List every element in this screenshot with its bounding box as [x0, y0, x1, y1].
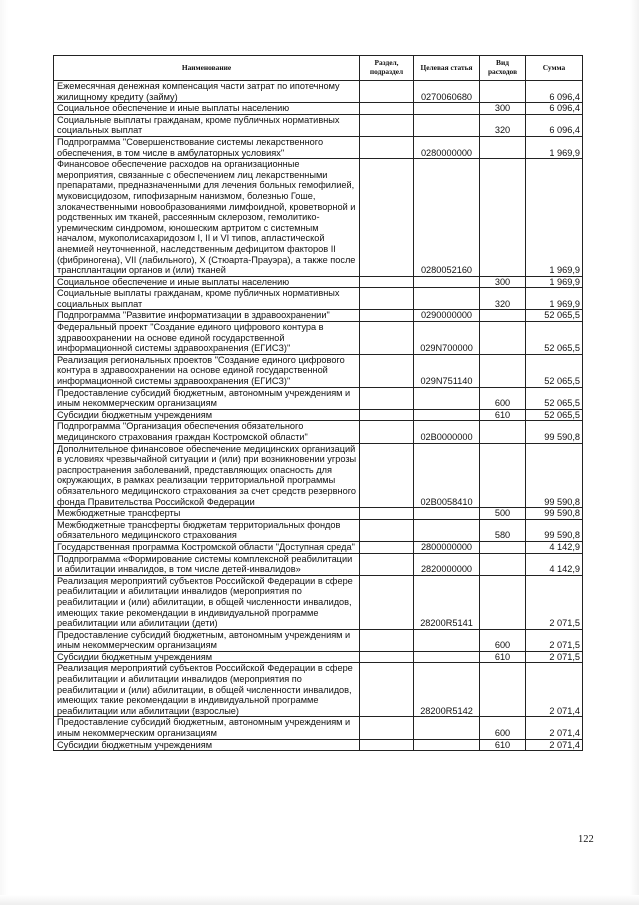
row-section [360, 103, 414, 115]
row-target [414, 114, 480, 136]
table-row [54, 629, 583, 651]
row-name: Предоставление субсидий бюджетным, автономным учреждениям и иным некоммерческим организациям [54, 629, 360, 651]
row-name: Реализация мероприятий субъектов Российской Федерации в сфере реабилитации и абилитации инвалидов (мероприятия по реабилитации и (или) абилитации, в общей численности инвалидов, имеющих такие рекомендации в индивидуальной программе реабилитации или абилитации (дети) [54, 575, 360, 629]
row-section [360, 421, 414, 443]
row-type: 610 [480, 651, 526, 663]
budget-table [53, 55, 583, 751]
row-type: 300 [480, 103, 526, 115]
table-row [54, 310, 583, 322]
row-target: 02В0000000 [414, 421, 480, 443]
row-section [360, 519, 414, 541]
row-sum: 52 065,5 [526, 322, 583, 355]
row-sum: 52 065,5 [526, 310, 583, 322]
row-sum: 1 969,9 [526, 136, 583, 158]
row-target [414, 717, 480, 739]
row-type [480, 310, 526, 322]
row-type: 600 [480, 717, 526, 739]
row-name: Реализация региональных проектов "Создание единого цифрового контура в здравоохранении на основе единой государственной информационной системы здравоохранения (ЕГИСЗ)" [54, 354, 360, 387]
row-name: Межбюджетные трансферты [54, 508, 360, 520]
row-sum: 6 096,4 [526, 103, 583, 115]
row-target [414, 508, 480, 520]
header-name: Наименование [54, 56, 360, 81]
row-target: 029N751140 [414, 354, 480, 387]
row-target: 0280000000 [414, 136, 480, 158]
row-sum: 99 590,8 [526, 443, 583, 508]
row-section [360, 387, 414, 409]
table-row [54, 114, 583, 136]
table-row [54, 739, 583, 751]
row-type [480, 136, 526, 158]
row-sum: 4 142,9 [526, 553, 583, 575]
row-type [480, 553, 526, 575]
table-row [54, 81, 583, 103]
row-name: Предоставление субсидий бюджетным, автономным учреждениям и иным некоммерческим организациям [54, 387, 360, 409]
table-row [54, 421, 583, 443]
table-row [54, 443, 583, 508]
table-row [54, 519, 583, 541]
row-type: 600 [480, 629, 526, 651]
row-name: Субсидии бюджетным учреждениям [54, 409, 360, 421]
row-section [360, 288, 414, 310]
page-number: 122 [578, 834, 594, 845]
table-row [54, 409, 583, 421]
table-row [54, 159, 583, 277]
row-name: Социальное обеспечение и иные выплаты населению [54, 276, 360, 288]
table-row [54, 651, 583, 663]
header-target: Целевая статья [414, 56, 480, 81]
row-target [414, 739, 480, 751]
row-section [360, 443, 414, 508]
row-name: Субсидии бюджетным учреждениям [54, 739, 360, 751]
row-name: Подпрограмма "Организация обеспечения обязательного медицинского страхования граждан Костромской области" [54, 421, 360, 443]
row-target: 0290000000 [414, 310, 480, 322]
row-sum: 1 969,9 [526, 159, 583, 277]
table-header-row [54, 56, 583, 81]
row-target: 2800000000 [414, 541, 480, 553]
table-row [54, 508, 583, 520]
row-sum: 2 071,4 [526, 717, 583, 739]
row-section [360, 322, 414, 355]
row-type [480, 575, 526, 629]
row-target [414, 103, 480, 115]
row-name: Социальные выплаты гражданам, кроме публичных нормативных социальных выплат [54, 288, 360, 310]
header-type: Вид расходов [480, 56, 526, 81]
table-body [54, 81, 583, 751]
scan-edge [0, 895, 639, 905]
row-name: Межбюджетные трансферты бюджетам территориальных фондов обязательного медицинского страхования [54, 519, 360, 541]
row-section [360, 717, 414, 739]
row-sum: 6 096,4 [526, 81, 583, 103]
row-target: 029N700000 [414, 322, 480, 355]
row-section [360, 81, 414, 103]
row-section [360, 663, 414, 717]
row-type [480, 322, 526, 355]
row-section [360, 508, 414, 520]
table-row [54, 553, 583, 575]
row-name: Ежемесячная денежная компенсация части затрат по ипотечному жилищному кредиту (займу) [54, 81, 360, 103]
row-section [360, 136, 414, 158]
row-target: 28200R5142 [414, 663, 480, 717]
row-section [360, 541, 414, 553]
row-target [414, 519, 480, 541]
row-section [360, 159, 414, 277]
row-sum: 2 071,5 [526, 629, 583, 651]
row-type: 320 [480, 288, 526, 310]
table-row [54, 322, 583, 355]
row-section [360, 651, 414, 663]
row-target: 2820000000 [414, 553, 480, 575]
row-target: 28200R5141 [414, 575, 480, 629]
row-sum: 52 065,5 [526, 387, 583, 409]
table-row [54, 354, 583, 387]
row-sum: 2 071,4 [526, 739, 583, 751]
row-sum: 6 096,4 [526, 114, 583, 136]
row-type: 610 [480, 409, 526, 421]
row-name: Финансовое обеспечение расходов на организационные мероприятия, связанные с обеспечением лиц лекарственными препаратами, предназначенными для лечения больных гемофилией, муковисцидозом, гипофизарным нанизмом, болезнью Гоше, злокачественными новообразованиями лимфоидной, кроветворной и родственных им тканей, рассеянным склерозом, гемолитико-уремическим синдромом, юношеским артритом с системным началом, мукополисахаридозом I, II и VI типов, апластической анемией неуточненной, наследственным дефицитом факторов II (фибриногена), VII (лабильного), X (Стюарта-Прауэра), а также после трансплантации органов и (или) тканей [54, 159, 360, 277]
row-section [360, 114, 414, 136]
table-row [54, 276, 583, 288]
row-name: Социальное обеспечение и иные выплаты населению [54, 103, 360, 115]
row-section [360, 629, 414, 651]
row-type: 320 [480, 114, 526, 136]
row-section [360, 354, 414, 387]
row-type [480, 541, 526, 553]
row-sum: 2 071,4 [526, 663, 583, 717]
row-target [414, 651, 480, 663]
row-sum: 2 071,5 [526, 575, 583, 629]
row-section [360, 575, 414, 629]
row-section [360, 276, 414, 288]
table-row [54, 136, 583, 158]
row-name: Реализация мероприятий субъектов Российской Федерации в сфере реабилитации и абилитации инвалидов (мероприятия по реабилитации и (или) абилитации, в общей численности инвалидов, имеющих такие рекомендации в индивидуальной программе реабилитации или абилитации (взрослые) [54, 663, 360, 717]
row-name: Предоставление субсидий бюджетным, автономным учреждениям и иным некоммерческим организациям [54, 717, 360, 739]
table-row [54, 717, 583, 739]
row-target [414, 288, 480, 310]
row-name: Подпрограмма "Совершенствование системы лекарственного обеспечения, в том числе в амбулаторных условиях" [54, 136, 360, 158]
row-name: Социальные выплаты гражданам, кроме публичных нормативных социальных выплат [54, 114, 360, 136]
row-sum: 4 142,9 [526, 541, 583, 553]
row-section [360, 310, 414, 322]
row-target [414, 409, 480, 421]
row-section [360, 553, 414, 575]
row-type: 580 [480, 519, 526, 541]
row-sum: 52 065,5 [526, 409, 583, 421]
row-name: Федеральный проект "Создание единого цифрового контура в здравоохранении на основе единой государственной информационной системы здравоохранения (ЕГИСЗ)" [54, 322, 360, 355]
row-target: 02В0058410 [414, 443, 480, 508]
row-type [480, 81, 526, 103]
row-target: 0280052160 [414, 159, 480, 277]
row-sum: 99 590,8 [526, 421, 583, 443]
row-name: Подпрограмма "Развитие информатизации в здравоохранении" [54, 310, 360, 322]
row-type: 600 [480, 387, 526, 409]
row-sum: 1 969,9 [526, 288, 583, 310]
row-target [414, 276, 480, 288]
table-row [54, 541, 583, 553]
row-name: Дополнительное финансовое обеспечение медицинских организаций в условиях чрезвычайной ситуации и (или) при возникновении угрозы распространения заболеваний, представляющих опасность для окружающих, в рамках реализации территориальной программы обязательного медицинского страхования за счет средств резервного фонда Правительства Российской Федерации [54, 443, 360, 508]
row-type [480, 159, 526, 277]
row-type: 610 [480, 739, 526, 751]
header-section: Раздел, подраздел [360, 56, 414, 81]
row-type: 500 [480, 508, 526, 520]
row-sum: 2 071,5 [526, 651, 583, 663]
row-target [414, 629, 480, 651]
row-section [360, 739, 414, 751]
row-name: Субсидии бюджетным учреждениям [54, 651, 360, 663]
header-sum: Сумма [526, 56, 583, 81]
row-section [360, 409, 414, 421]
table-row [54, 575, 583, 629]
table-row [54, 387, 583, 409]
row-type [480, 443, 526, 508]
row-sum: 1 969,9 [526, 276, 583, 288]
row-sum: 99 590,8 [526, 519, 583, 541]
row-sum: 52 065,5 [526, 354, 583, 387]
row-name: Государственная программа Костромской области "Доступная среда" [54, 541, 360, 553]
table-row [54, 288, 583, 310]
row-target [414, 387, 480, 409]
row-sum: 99 590,8 [526, 508, 583, 520]
row-type [480, 354, 526, 387]
table-row [54, 103, 583, 115]
row-name: Подпрограмма «Формирование системы комплексной реабилитации и абилитации инвалидов, в том числе детей-инвалидов» [54, 553, 360, 575]
table-row [54, 663, 583, 717]
row-type [480, 663, 526, 717]
row-type: 300 [480, 276, 526, 288]
row-type [480, 421, 526, 443]
row-target: 0270060680 [414, 81, 480, 103]
